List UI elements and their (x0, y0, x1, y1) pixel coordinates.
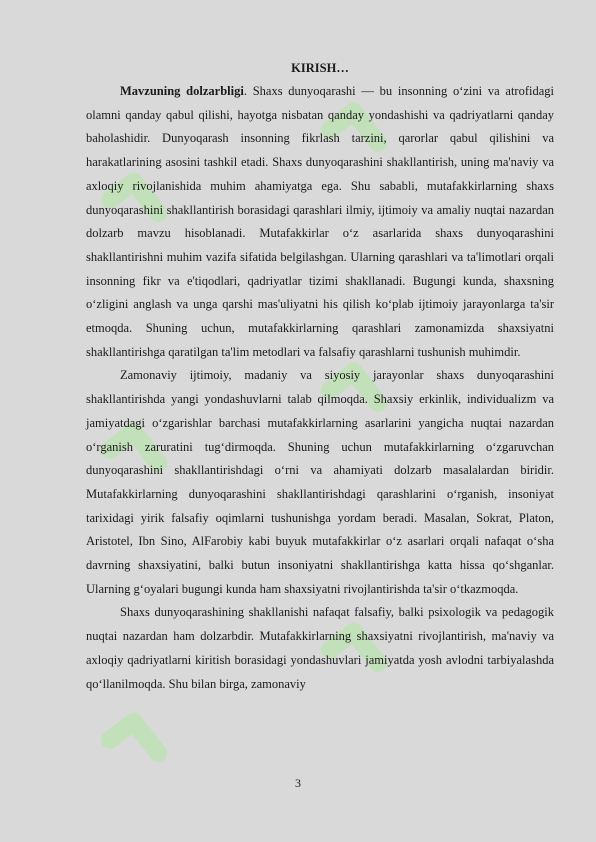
paragraph-1-lead: Mavzuning dolzarbligi (120, 84, 244, 98)
paragraph-1-text: . Shaxs dunyoqarashi — bu insonning o‘zini va atrofidagi olamni qanday qabul qilishi, hayotga nisbatan qanday yondashishi va qadriyatlarni qanday baholashidir. Dunyoqarash insonning fikrlash tarzini, qarorlar qabul qilishini va harakatlarining asosini tashkil etadi. Shaxs dunyoqarashini shakllantirish, uning ma'naviy va axloqiy rivojlanishida muhim ahamiyatga ega. Shu sababli, mutafakkirlarning shaxs dunyoqarashini shakllantirish borasidagi qarashlari ilmiy, ijtimoiy va amaliy nuqtai nazardan dolzarb mavzu hisoblanadi. Mutafakkirlar o‘z asarlarida shaxs dunyoqarashini shakllantirishni muhim vazifa sifatida belgilashgan. Ularning qarashlari va ta'limotlari orqali insonning fikr va e'tiqodlari, qadriyatlar tizimi shakllanadi. Bugungi kunda, shaxsning o‘zligini anglash va unga qarshi mas'uliyatni his qilish ko‘plab ijtimoiy jarayonlarga ta'sir etmoqda. Shuning uchun, mutafakkirlarning qarashlari zamonamizda shaxsiyatni shakllantirishga qaratilgan ta'lim metodlari va falsafiy qarashlarni tushunish muhimdir. (86, 84, 554, 359)
paragraph-2-text: Zamonaviy ijtimoiy, madaniy va siyosiy jarayonlar shaxs dunyoqarashini shakllantirishda yangi yondashuvlarni talab qilmoqda. Shaxsiy erkinlik, individualizm va jamiyatdagi o‘zgarishlar barchasi mutafakkirlarning asarlarini yangicha nuqtai nazardan o‘rganish zaruratini tug‘dirmoqda. Shuning uchun mutafakkirlarning o‘zgaruvchan dunyoqarashini shakllantirishdagi o‘rni va ahamiyati dolzarb masalalardan biridir. Mutafakkirlarning dunyoqarashini shakllantirishdagi qarashlarini o‘rganish, insoniyat tarixidagi yirik falsafiy oqimlarni tushunishga yordam beradi. Masalan, Sokrat, Platon, Aristotel, Ibn Sino, AlFarobiy kabi buyuk mutafakkirlar o‘z asarlari orqali nafaqat o‘sha davrning shaxsiyatini, balki butun insoniyatni shakllantirishga katta hissa qo‘shganlar. Ularning g‘oyalari bugungi kunda ham shaxsiyatni rivojlantirishda ta'sir o‘tkazmoqda. (86, 368, 554, 596)
page-number: 3 (295, 776, 301, 790)
watermark-mark-5 (110, 722, 158, 772)
document-page (86, 58, 554, 696)
paragraph-3 (86, 601, 554, 696)
document-title: KIRISH… (291, 61, 349, 75)
paragraph-3-text: Shaxs dunyoqarashining shakllanishi nafaqat falsafiy, balki psixologik va pedagogik nuqtai nazardan ham dolzarbdir. Mutafakkirlarning shaxsiyatni rivojlantirish, ma'naviy va axloqiy qadriyatlarni kiritish borasidagi yondashuvlari jamiyatda yosh avlodni tarbiyalashda qo‘llanilmoqda. Shu bilan birga, zamonaviy (86, 605, 554, 691)
paragraph-1 (86, 80, 554, 364)
paragraph-2 (86, 364, 554, 601)
